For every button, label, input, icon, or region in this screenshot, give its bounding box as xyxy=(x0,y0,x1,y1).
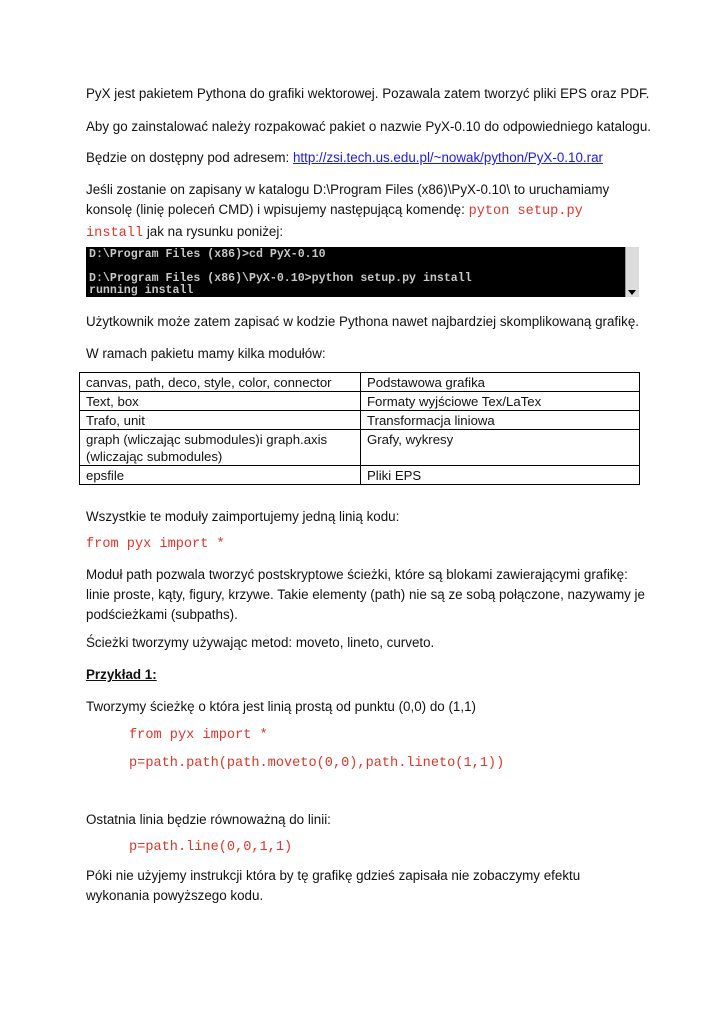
import-code: from pyx import * xyxy=(86,537,225,552)
console-scrollbar[interactable] xyxy=(625,247,639,297)
download-link[interactable]: http://zsi.tech.us.edu.pl/~nowak/python/PyX-0.10.rar xyxy=(292,150,603,165)
address-prefix: Będzie on dostępny pod adresem: xyxy=(86,150,293,165)
modules-table xyxy=(79,372,640,485)
desc-cell: Transformacja liniowa xyxy=(361,411,640,430)
modules-intro: W ramach pakietu mamy kilka modułów: xyxy=(86,346,326,361)
console-line: running install xyxy=(89,284,194,297)
desc-cell: Podstawowa grafika xyxy=(361,373,640,392)
module-cell: epsfile xyxy=(80,466,361,485)
module-cell: Text, box xyxy=(80,392,361,411)
module-cell: graph (wliczając submodules)i graph.axis (wliczając submodules) xyxy=(80,430,361,466)
closing-paragraph: Póki nie użyjemy instrukcji która by tę grafikę gdzieś zapisała nie zobaczymy efektu wykonania powyższego kodu. xyxy=(86,868,581,903)
saved-paragraph xyxy=(86,180,646,244)
table-row xyxy=(80,392,640,411)
desc-cell: Grafy, wykresy xyxy=(361,430,640,466)
table-row xyxy=(80,430,640,466)
chevron-down-icon[interactable] xyxy=(628,290,636,295)
table-row xyxy=(80,411,640,430)
console-output xyxy=(89,249,472,297)
console-line: D:\Program Files (x86)\PyX-0.10>python setup.py install xyxy=(89,272,472,285)
example-description: Tworzymy ścieżkę o która jest linią prostą od punktu (0,0) do (1,1) xyxy=(86,699,476,714)
user-paragraph: Użytkownik może zatem zapisać w kodzie Pythona nawet najbardziej skomplikowaną grafikę. xyxy=(86,314,639,329)
table-row xyxy=(80,373,640,392)
module-cell: Trafo, unit xyxy=(80,411,361,430)
example-import-code: from pyx import * xyxy=(129,728,268,743)
desc-cell: Pliki EPS xyxy=(361,466,640,485)
table-row xyxy=(80,466,640,485)
install-command: pyton setup.py install xyxy=(86,204,583,241)
last-line-paragraph: Ostatnia linia będzie równoważną do linii: xyxy=(86,812,331,827)
desc-cell: Formaty wyjściowe Tex/LaTex xyxy=(361,392,640,411)
install-paragraph: Aby go zainstalować należy rozpakować pakiet o nazwie PyX-0.10 do odpowiedniego katalogu. xyxy=(86,119,651,134)
methods-paragraph: Ścieżki tworzymy używając metod: moveto, lineto, curveto. xyxy=(86,635,435,650)
module-cell: canvas, path, deco, style, color, connector xyxy=(80,373,361,392)
console-line: D:\Program Files (x86)>cd PyX-0.10 xyxy=(89,248,326,261)
path-paragraph: Moduł path pozwala tworzyć postskryptowe ścieżki, które są blokami zawierającymi grafikę: linie proste, kąty, figury, krzywe. Takie elementy (path) nie są ze sobą połączone, nazywamy je podścieżkami (subpaths). xyxy=(86,567,645,622)
example-path-code: p=path.path(path.moveto(0,0),path.lineto(1,1)) xyxy=(129,756,505,771)
console-screenshot xyxy=(86,247,639,297)
intro-paragraph: PyX jest pakietem Pythona do grafiki wektorowej. Pozawala zatem tworzyć pliki EPS oraz PDF. xyxy=(86,86,650,101)
saved-text-2: jak na rysunku poniżej: xyxy=(143,224,284,239)
address-paragraph xyxy=(86,148,646,168)
example-heading: Przykład 1: xyxy=(86,667,157,682)
equivalent-code: p=path.line(0,0,1,1) xyxy=(129,840,293,855)
saved-text-1: Jeśli zostanie on zapisany w katalogu D:\Program Files (x86)\PyX-0.10\ to uruchamiamy konsolę (linię poleceń CMD) i wpisujemy następującą komendę: xyxy=(86,182,610,217)
import-intro: Wszystkie te moduły zaimportujemy jedną linią kodu: xyxy=(86,509,400,524)
